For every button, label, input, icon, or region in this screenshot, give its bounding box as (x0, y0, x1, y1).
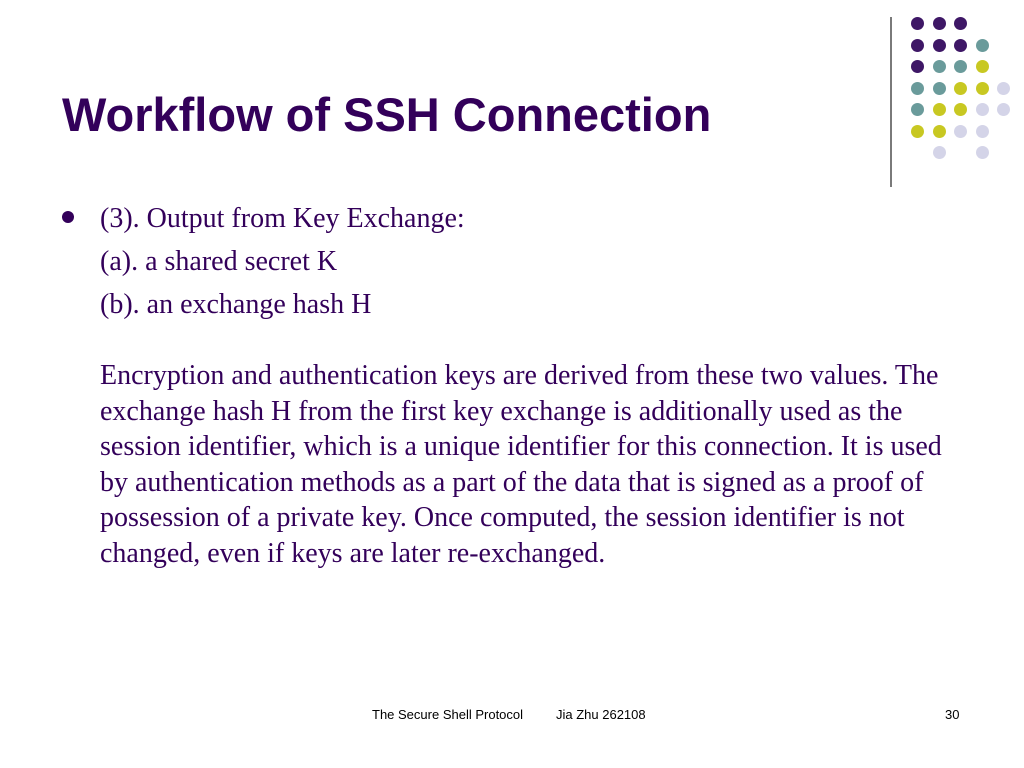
sub-item-b: (b). an exchange hash H (100, 289, 372, 320)
decorative-dot (976, 39, 989, 52)
decorative-dot (911, 17, 924, 30)
slide-title: Workflow of SSH Connection (62, 88, 712, 141)
decorative-dot (933, 60, 946, 73)
bullet-icon (62, 211, 74, 223)
decorative-dot-grid (0, 0, 1024, 200)
bullet-item (100, 197, 980, 240)
decorative-dot (976, 146, 989, 159)
slide-body (100, 197, 980, 571)
decorative-dot (997, 103, 1010, 116)
decorative-dot (911, 103, 924, 116)
decorative-dot (933, 82, 946, 95)
decorative-dot (954, 39, 967, 52)
decorative-dot (933, 125, 946, 138)
decorative-dot (911, 60, 924, 73)
decorative-dot (976, 125, 989, 138)
decorative-dot (954, 125, 967, 138)
decorative-dot (933, 103, 946, 116)
decorative-dot (976, 82, 989, 95)
decorative-dot (911, 82, 924, 95)
page-number: 30 (945, 707, 960, 722)
decorative-dot (954, 60, 967, 73)
decorative-dot (954, 82, 967, 95)
decorative-divider (890, 17, 892, 187)
footer-title: The Secure Shell Protocol (372, 707, 524, 722)
decorative-dot (933, 17, 946, 30)
decorative-dot (933, 146, 946, 159)
decorative-dot (976, 60, 989, 73)
decorative-dot (954, 103, 967, 116)
decorative-dot (911, 125, 924, 138)
decorative-dot (997, 82, 1010, 95)
decorative-dot (976, 103, 989, 116)
decorative-dot (954, 17, 967, 30)
decorative-dot (911, 39, 924, 52)
body-paragraph: Encryption and authentication keys are derived from these two values. The exchange hash H from the first key exchange is additionally used as the session identifier, which is a unique identifier for this connection. It is used by authentication methods as a part of the data that is signed as a proof of possession of a private key. Once computed, the session identifier is not changed, even if keys are later re-exchanged. (100, 360, 942, 569)
footer-author: Jia Zhu 262108 (556, 707, 646, 722)
sub-item-a: (a). a shared secret K (100, 246, 338, 277)
bullet-heading: (3). Output from Key Exchange: (100, 203, 465, 234)
decorative-dot (933, 39, 946, 52)
